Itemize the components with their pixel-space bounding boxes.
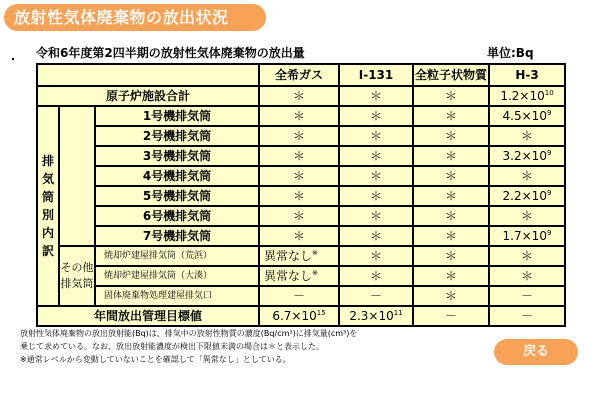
total-row-label: 原子炉施設合計 bbox=[37, 86, 259, 106]
stack-particulate: ＊ bbox=[413, 146, 489, 166]
release-table bbox=[36, 63, 566, 327]
stack-row-7 bbox=[37, 226, 565, 246]
stack-noble-gas: ＊ bbox=[259, 186, 339, 206]
footnote-line: 乗じて求めている。なお、放出放射能濃度が検出下限値未満の場合は＊と表示した。 bbox=[20, 342, 324, 351]
total-row bbox=[37, 86, 565, 106]
stack-h3: $3.2\times 10^9$ bbox=[489, 146, 565, 166]
other-particulate: ＊ bbox=[413, 266, 489, 286]
header-particulate: 全粒子状物質 bbox=[413, 64, 489, 86]
table-title: 令和6年度第2四半期の放射性気体廃棄物の放出量 bbox=[36, 46, 305, 60]
stack-i131: ＊ bbox=[339, 166, 413, 186]
stack-label: 7号機排気筒 bbox=[95, 226, 259, 246]
other-i131: ＊ bbox=[339, 266, 413, 286]
stack-h3: $4.5\times 10^9$ bbox=[489, 106, 565, 126]
target-row-label: 年間放出管理目標値 bbox=[37, 306, 259, 326]
stack-i131: ＊ bbox=[339, 146, 413, 166]
other-row-2 bbox=[37, 266, 565, 286]
stack-h3: ＊ bbox=[489, 166, 565, 186]
other-particulate: ＊ bbox=[413, 246, 489, 266]
footnote-line: ※通常レベルから変動していないことを確認して「異常なし」としている。 bbox=[20, 355, 291, 364]
stack-particulate: ＊ bbox=[413, 226, 489, 246]
other-h3: ＊ bbox=[489, 246, 565, 266]
header-row bbox=[37, 64, 565, 86]
stack-particulate: ＊ bbox=[413, 206, 489, 226]
stack-particulate: ＊ bbox=[413, 106, 489, 126]
group-label: 排 気 筒 別 内 訳 bbox=[37, 106, 59, 306]
stack-i131: ＊ bbox=[339, 226, 413, 246]
total-noble-gas: ＊ bbox=[259, 86, 339, 106]
stack-label: 1号機排気筒 bbox=[95, 106, 259, 126]
stack-noble-gas: ＊ bbox=[259, 206, 339, 226]
total-i131: ＊ bbox=[339, 86, 413, 106]
header-i131: I-131 bbox=[339, 64, 413, 86]
decorative-dot bbox=[12, 58, 14, 60]
stack-label: 3号機排気筒 bbox=[95, 146, 259, 166]
stack-noble-gas: ＊ bbox=[259, 166, 339, 186]
stack-label: 5号機排気筒 bbox=[95, 186, 259, 206]
other-noble-gas: 異常なし※ bbox=[259, 246, 339, 266]
stack-h3: ＊ bbox=[489, 206, 565, 226]
back-button[interactable]: 戻る bbox=[494, 339, 578, 365]
unit-label: 単位:Bq bbox=[487, 46, 534, 60]
footnote bbox=[20, 327, 520, 366]
stack-particulate: ＊ bbox=[413, 186, 489, 206]
stack-noble-gas: ＊ bbox=[259, 226, 339, 246]
target-noble-gas: $6.7\times 10^{15}$ bbox=[259, 306, 339, 326]
facility-label: 固体廃棄物処理建屋排気口 bbox=[95, 286, 259, 306]
stack-i131: ＊ bbox=[339, 186, 413, 206]
other-row-1 bbox=[37, 246, 565, 266]
other-noble-gas: － bbox=[259, 286, 339, 306]
stack-noble-gas: ＊ bbox=[259, 126, 339, 146]
stack-row-1 bbox=[37, 106, 565, 126]
total-h3: $1.2\times 10^{10}$ bbox=[489, 86, 565, 106]
other-i131: ＊ bbox=[339, 246, 413, 266]
page-title: 放射性気体廃棄物の放出状況 bbox=[4, 4, 266, 31]
header-h3: H-3 bbox=[489, 64, 565, 86]
other-h3: ＊ bbox=[489, 266, 565, 286]
stack-row-3 bbox=[37, 146, 565, 166]
header-blank bbox=[37, 64, 259, 86]
other-h3: － bbox=[489, 286, 565, 306]
target-row bbox=[37, 306, 565, 326]
stack-row-5 bbox=[37, 186, 565, 206]
stack-row-4 bbox=[37, 166, 565, 186]
stack-label: 4号機排気筒 bbox=[95, 166, 259, 186]
facility-label: 焼却炉建屋排気筒（大湊） bbox=[95, 266, 259, 286]
stack-row-6 bbox=[37, 206, 565, 226]
stack-label: 6号機排気筒 bbox=[95, 206, 259, 226]
stack-h3: $1.7\times 10^9$ bbox=[489, 226, 565, 246]
other-particulate: ＊ bbox=[413, 286, 489, 306]
other-noble-gas: 異常なし※ bbox=[259, 266, 339, 286]
target-h3: － bbox=[489, 306, 565, 326]
stack-row-2 bbox=[37, 126, 565, 146]
stack-particulate: ＊ bbox=[413, 126, 489, 146]
stack-particulate: ＊ bbox=[413, 166, 489, 186]
stack-h3: ＊ bbox=[489, 126, 565, 146]
target-i131: $2.3\times 10^{11}$ bbox=[339, 306, 413, 326]
total-particulate: ＊ bbox=[413, 86, 489, 106]
other-i131: － bbox=[339, 286, 413, 306]
stack-noble-gas: ＊ bbox=[259, 146, 339, 166]
facility-label: 焼却炉建屋排気筒（荒浜） bbox=[95, 246, 259, 266]
stack-i131: ＊ bbox=[339, 106, 413, 126]
target-particulate: － bbox=[413, 306, 489, 326]
stack-i131: ＊ bbox=[339, 126, 413, 146]
stack-noble-gas: ＊ bbox=[259, 106, 339, 126]
header-noble-gas: 全希ガス bbox=[259, 64, 339, 86]
stack-h3: $2.2\times 10^9$ bbox=[489, 186, 565, 206]
other-row-3 bbox=[37, 286, 565, 306]
other-label: その他 排気筒 bbox=[59, 246, 95, 306]
stack-label: 2号機排気筒 bbox=[95, 126, 259, 146]
stack-i131: ＊ bbox=[339, 206, 413, 226]
footnote-line: 放射性気体廃棄物の放出放射能(Bq)は、排気中の放射性物質の濃度(Bq/cm³)に排気量(cm³)を bbox=[20, 329, 358, 338]
group-blank bbox=[59, 106, 95, 246]
